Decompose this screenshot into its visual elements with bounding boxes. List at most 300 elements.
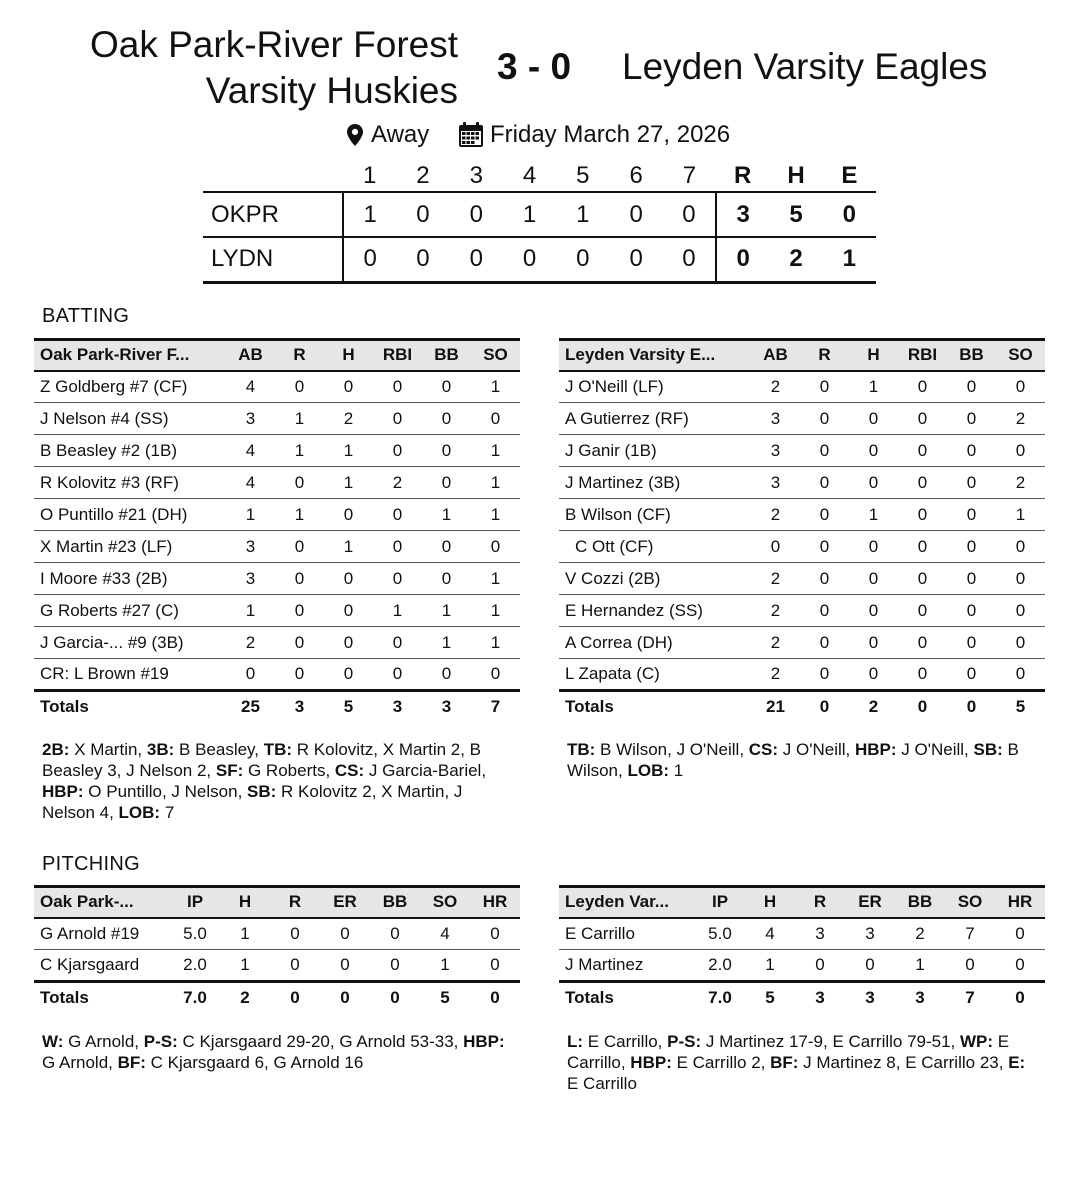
player-stat: 3: [770, 440, 781, 460]
player-stat: 0: [340, 955, 350, 974]
player-stat: 0: [490, 536, 501, 556]
inning-score: 0: [576, 245, 590, 273]
note-key: E:: [1008, 1053, 1026, 1072]
player-name: E Hernandez (SS): [565, 600, 703, 620]
player-stat: 0: [294, 664, 305, 683]
totals-stat: 0: [966, 697, 977, 717]
totals-stat: 25: [241, 697, 260, 717]
totals-stat: 5: [765, 988, 775, 1008]
player-stat: 0: [868, 408, 879, 428]
player-stat: 1: [294, 408, 305, 428]
batting-section-title: BATTING: [42, 305, 130, 327]
note-key: P-S:: [667, 1032, 702, 1051]
player-stat: 0: [917, 440, 928, 460]
player-stat: 1: [240, 955, 250, 974]
team-label-header: Leyden Var...: [565, 892, 669, 912]
note-value: B Beasley,: [174, 740, 264, 759]
player-stat: 0: [490, 923, 500, 943]
player-name: C Ott (CF): [575, 536, 654, 556]
note-value: G Arnold,: [42, 1053, 118, 1072]
totals-stat: 0: [290, 988, 300, 1008]
stat-column-header: ER: [333, 892, 357, 912]
player-stat: 7: [965, 923, 975, 943]
inning-score: 0: [469, 200, 483, 228]
inning-score: 0: [469, 245, 483, 273]
note-key: CS:: [334, 761, 365, 780]
note-key: BF:: [117, 1053, 146, 1072]
note-key: SB:: [247, 782, 277, 801]
player-stat: 0: [1015, 600, 1026, 620]
player-stat: 0: [1015, 536, 1026, 556]
note-key: LOB:: [118, 803, 161, 822]
inning-score: 0: [416, 245, 430, 273]
player-stat: 0: [868, 600, 879, 620]
linescore-row-home: [203, 192, 876, 237]
note-value: J O'Neill,: [778, 740, 855, 759]
player-row: [34, 435, 520, 467]
player-name: CR: L Brown #19: [40, 664, 169, 683]
player-stat: 2: [770, 568, 781, 588]
note-value: R Kolovitz, X Martin 2, B Beasley 3, J Nelson 2,: [42, 740, 482, 780]
player-stat: 1: [490, 376, 501, 396]
player-stat: 2: [392, 472, 403, 492]
player-stat: 0: [966, 376, 977, 396]
errors-header: E: [841, 161, 858, 189]
batting-notes-home: [42, 739, 512, 823]
team-label-header: Leyden Varsity E...: [565, 345, 716, 365]
player-stat: 0: [343, 664, 354, 683]
stat-column-header: BB: [959, 345, 984, 365]
stat-column-header: SO: [957, 892, 983, 912]
player-stat: 0: [819, 408, 830, 428]
player-stat: 0: [868, 568, 879, 588]
date-text: Friday March 27, 2026: [490, 121, 731, 148]
note-key: TB:: [567, 740, 596, 759]
player-stat: 1: [343, 536, 354, 556]
game-header: [0, 20, 1074, 115]
player-stat: 0: [392, 664, 403, 683]
totals-stat: 7: [490, 697, 501, 717]
player-stat: 0: [819, 600, 830, 620]
totals-stat: 3: [294, 697, 305, 717]
stat-column-header: IP: [186, 892, 204, 912]
player-stat: 5.0: [708, 923, 732, 943]
player-stat: 3: [865, 923, 875, 943]
inning-header: 1: [362, 161, 377, 189]
player-stat: 0: [868, 440, 879, 460]
totals-stat: 0: [340, 988, 350, 1008]
player-stat: 1: [490, 504, 501, 524]
player-stat: 0: [966, 504, 977, 524]
player-stat: 0: [917, 376, 928, 396]
note-value: E Carrillo 2,: [671, 1053, 771, 1072]
inning-header: 7: [682, 161, 697, 189]
note-key: LOB:: [627, 761, 670, 780]
note-value: G Arnold,: [63, 1032, 144, 1051]
note-value: 7: [160, 803, 175, 822]
player-stat: 1: [240, 923, 250, 943]
note-key: CS:: [748, 740, 779, 759]
player-stat: 0: [490, 664, 501, 683]
note-value: J O'Neill,: [896, 740, 974, 759]
pitching-section-title: PITCHING: [42, 853, 140, 875]
player-stat: 0: [917, 408, 928, 428]
errors-total: 1: [842, 245, 856, 273]
stat-column-header: IP: [711, 892, 729, 912]
player-row: [559, 371, 1045, 403]
note-value: E Carrillo: [567, 1074, 637, 1093]
inning-header: 3: [469, 161, 483, 189]
stat-column-header: RBI: [382, 345, 413, 365]
player-stat: 1: [868, 376, 879, 396]
player-stat: 0: [917, 664, 928, 683]
inning-header: 4: [522, 161, 537, 189]
note-key: W:: [42, 1032, 64, 1051]
linescore-team: LYDN: [211, 245, 274, 273]
linescore-row-away: [203, 237, 876, 282]
stat-column-header: SO: [1008, 345, 1033, 365]
note-key: HBP:: [855, 740, 897, 759]
player-row: [34, 371, 520, 403]
location-text: Away: [371, 121, 430, 148]
note-value: C Kjarsgaard 6, G Arnold 16: [145, 1053, 364, 1072]
errors-total: 0: [842, 200, 856, 228]
player-stat: 0: [966, 568, 977, 588]
player-stat: 1: [490, 632, 501, 652]
player-row: [34, 467, 520, 499]
totals-label: Totals: [565, 988, 614, 1008]
player-stat: 1: [1015, 504, 1026, 524]
player-row: [34, 531, 520, 563]
totals-stat: 3: [915, 988, 925, 1008]
player-stat: 0: [917, 472, 928, 492]
totals-stat: 2: [240, 988, 250, 1008]
inning-score: 1: [343, 192, 396, 237]
note-value: J Garcia-Bariel,: [364, 761, 487, 780]
player-stat: 0: [343, 632, 354, 652]
player-row: [34, 627, 520, 659]
player-name: J O'Neill (LF): [565, 376, 664, 396]
player-stat: 0: [1015, 376, 1026, 396]
player-row: [34, 918, 520, 950]
totals-stat: 2: [868, 697, 879, 717]
player-stat: 2: [770, 376, 781, 396]
player-stat: 0: [343, 568, 354, 588]
player-name: C Kjarsgaard: [40, 955, 140, 974]
player-name: R Kolovitz #3 (RF): [40, 472, 179, 492]
team-label-header: Oak Park-River F...: [40, 345, 190, 365]
game-date: [458, 118, 730, 152]
player-stat: 1: [440, 955, 450, 974]
player-stat: 0: [392, 632, 403, 652]
stat-column-header: SO: [483, 345, 508, 365]
player-name: I Moore #33 (2B): [40, 568, 168, 588]
player-stat: 0: [392, 440, 403, 460]
totals-row: [559, 691, 1045, 723]
player-name: X Martin #23 (LF): [40, 536, 173, 556]
inning-score: 0: [416, 200, 430, 228]
player-stat: 2.0: [183, 955, 207, 974]
player-stat: 2: [770, 632, 781, 652]
player-stat: 0: [819, 632, 830, 652]
player-stat: 0: [390, 955, 400, 974]
player-stat: 0: [868, 632, 879, 652]
linescore-header-row: [203, 160, 876, 192]
player-row: [559, 627, 1045, 659]
player-stat: 0: [1015, 632, 1026, 652]
totals-stat: 21: [766, 697, 785, 717]
linescore-table: [203, 160, 876, 284]
player-stat: 1: [915, 955, 925, 974]
inning-score: 0: [682, 245, 696, 273]
totals-stat: 3: [441, 697, 452, 717]
player-row: [559, 467, 1045, 499]
player-name: B Wilson (CF): [565, 504, 671, 524]
player-stat: 1: [343, 440, 354, 460]
totals-row: [34, 691, 520, 723]
stat-column-header: AB: [763, 345, 788, 365]
player-row: [559, 499, 1045, 531]
inning-score: 1: [576, 200, 590, 228]
player-stat: 4: [245, 376, 256, 396]
totals-stat: 5: [343, 697, 354, 717]
player-stat: 3: [770, 472, 781, 492]
player-stat: 2: [770, 600, 781, 620]
player-stat: 0: [245, 664, 256, 683]
note-value: J Martinez 17-9, E Carrillo 79-51,: [701, 1032, 961, 1051]
player-stat: 0: [917, 600, 928, 620]
player-stat: 0: [966, 600, 977, 620]
player-stat: 0: [1015, 664, 1026, 683]
player-name: E Carrillo: [565, 923, 635, 943]
player-stat: 0: [865, 955, 875, 974]
player-row: [559, 659, 1045, 691]
player-stat: 0: [819, 664, 830, 683]
runs-total: 0: [716, 237, 769, 282]
player-stat: 0: [294, 568, 305, 588]
totals-label: Totals: [40, 697, 89, 717]
note-value: O Puntillo, J Nelson,: [83, 782, 248, 801]
final-score: 3 - 0: [497, 46, 572, 87]
player-stat: 0: [868, 664, 879, 683]
player-name: O Puntillo #21 (DH): [40, 504, 188, 524]
player-stat: 0: [441, 568, 452, 588]
totals-stat: 0: [490, 988, 500, 1008]
note-key: TB:: [263, 740, 293, 759]
home-team-line2: Varsity Huskies: [205, 70, 458, 111]
stat-column-header: HR: [482, 892, 508, 912]
note-key: WP:: [960, 1032, 994, 1051]
note-key: P-S:: [143, 1032, 178, 1051]
player-stat: 0: [1015, 923, 1025, 943]
totals-stat: 5: [440, 988, 450, 1008]
inning-score: 0: [629, 200, 643, 228]
stat-column-header: H: [238, 892, 252, 912]
inning-header: 6: [629, 161, 643, 189]
game-info: [0, 118, 1074, 152]
note-value: E Carrillo,: [583, 1032, 668, 1051]
player-stat: 1: [441, 600, 452, 620]
totals-label: Totals: [40, 988, 89, 1008]
player-stat: 0: [819, 568, 830, 588]
hits-total: 5: [789, 200, 803, 228]
totals-label: Totals: [565, 697, 614, 717]
player-stat: 3: [770, 408, 781, 428]
map-pin-icon: [347, 124, 363, 146]
pitching-notes-home: [42, 1031, 512, 1073]
player-stat: 0: [966, 632, 977, 652]
player-stat: 0: [340, 923, 350, 943]
inning-score: 0: [343, 237, 396, 282]
stat-column-header: BB: [382, 892, 408, 912]
team-label-header: Oak Park-...: [40, 892, 134, 912]
player-stat: 2: [343, 408, 354, 428]
player-row: [559, 435, 1045, 467]
inning-score: 0: [682, 200, 696, 228]
player-stat: 0: [290, 955, 300, 974]
stat-column-header: R: [813, 892, 827, 912]
hits-header: H: [787, 161, 805, 189]
player-stat: 0: [294, 472, 305, 492]
totals-stat: 7: [965, 988, 975, 1008]
player-stat: 1: [294, 504, 305, 524]
player-stat: 4: [245, 440, 256, 460]
pitching-notes-away: [567, 1031, 1037, 1094]
player-stat: 0: [441, 408, 452, 428]
player-name: L Zapata (C): [565, 664, 660, 683]
player-stat: 0: [819, 504, 830, 524]
stat-column-header: R: [818, 345, 831, 365]
player-stat: 0: [966, 408, 977, 428]
player-stat: 2: [1015, 472, 1026, 492]
player-name: A Gutierrez (RF): [565, 408, 689, 428]
player-name: B Beasley #2 (1B): [40, 440, 178, 460]
player-stat: 1: [765, 955, 775, 974]
stat-header-row: [559, 340, 1045, 371]
player-stat: 1: [294, 440, 305, 460]
player-stat: 0: [441, 664, 452, 683]
totals-row: [34, 982, 520, 1014]
stat-header-row: [34, 340, 520, 371]
player-stat: 1: [245, 600, 256, 620]
linescore-team-header: [203, 160, 343, 192]
player-row: [34, 563, 520, 595]
player-stat: 0: [1015, 955, 1025, 974]
player-stat: 0: [392, 568, 403, 588]
player-stat: 0: [868, 536, 879, 556]
player-name: J Martinez: [565, 955, 644, 974]
away-team-name: Leyden Varsity Eagles: [622, 46, 988, 87]
stat-header-row: [34, 887, 520, 918]
player-stat: 1: [343, 472, 354, 492]
totals-stat: 5: [1015, 697, 1026, 717]
player-stat: 0: [966, 664, 977, 683]
note-key: SB:: [973, 740, 1003, 759]
player-row: [559, 403, 1045, 435]
player-stat: 0: [917, 632, 928, 652]
player-stat: 0: [490, 955, 500, 974]
player-stat: 3: [245, 408, 256, 428]
batting-table-home: [34, 338, 520, 723]
player-row: [34, 595, 520, 627]
note-key: HBP:: [463, 1032, 505, 1051]
totals-stat: 0: [917, 697, 928, 717]
player-stat: 2: [770, 504, 781, 524]
note-key: SF:: [215, 761, 244, 780]
player-stat: 1: [245, 504, 256, 524]
player-stat: 0: [441, 376, 452, 396]
stat-column-header: H: [867, 345, 880, 365]
note-value: B Wilson,: [567, 740, 1019, 780]
note-value: C Kjarsgaard 29-20, G Arnold 53-33,: [177, 1032, 464, 1051]
stat-header-row: [559, 887, 1045, 918]
note-key: L:: [567, 1032, 584, 1051]
totals-stat: 7.0: [708, 988, 732, 1008]
player-stat: 0: [392, 408, 403, 428]
totals-stat: 0: [1015, 988, 1025, 1008]
player-stat: 0: [815, 955, 825, 974]
player-stat: 2: [770, 664, 781, 683]
player-name: V Cozzi (2B): [565, 568, 661, 588]
player-stat: 0: [294, 632, 305, 652]
player-stat: 0: [819, 440, 830, 460]
note-value: R Kolovitz 2, X Martin, J Nelson 4,: [42, 782, 463, 822]
player-stat: 0: [819, 472, 830, 492]
player-stat: 0: [1015, 568, 1026, 588]
stat-column-header: HR: [1007, 892, 1033, 912]
player-stat: 0: [392, 376, 403, 396]
player-stat: 3: [245, 536, 256, 556]
player-stat: 0: [441, 536, 452, 556]
player-name: Z Goldberg #7 (CF): [40, 376, 188, 396]
player-row: [559, 918, 1045, 950]
note-value: X Martin,: [69, 740, 147, 759]
inning-score: 0: [629, 245, 643, 273]
hits-total: 2: [789, 245, 803, 273]
player-stat: 4: [765, 923, 775, 943]
totals-stat: 0: [819, 697, 830, 717]
player-stat: 1: [490, 472, 501, 492]
player-stat: 0: [1015, 440, 1026, 460]
player-stat: 1: [392, 600, 403, 620]
player-stat: 0: [392, 536, 403, 556]
player-stat: 0: [917, 568, 928, 588]
player-stat: 0: [343, 504, 354, 524]
inning-score: 0: [522, 245, 537, 273]
player-name: J Nelson #4 (SS): [40, 408, 169, 428]
player-stat: 1: [441, 504, 452, 524]
stat-column-header: BB: [907, 892, 933, 912]
player-stat: 0: [294, 376, 305, 396]
stat-column-header: RBI: [907, 345, 938, 365]
player-stat: 4: [245, 472, 256, 492]
player-stat: 0: [392, 504, 403, 524]
note-key: 2B:: [42, 740, 70, 759]
player-stat: 1: [490, 600, 501, 620]
player-stat: 3: [815, 923, 825, 943]
player-name: G Roberts #27 (C): [40, 600, 179, 620]
player-stat: 0: [490, 408, 501, 428]
player-row: [559, 950, 1045, 982]
note-value: G Roberts,: [243, 761, 335, 780]
player-stat: 0: [966, 472, 977, 492]
totals-stat: 3: [815, 988, 825, 1008]
player-name: J Ganir (1B): [565, 440, 657, 460]
player-stat: 1: [868, 504, 879, 524]
stat-column-header: AB: [238, 345, 263, 365]
note-value: 1: [669, 761, 684, 780]
runs-total: 3: [716, 192, 769, 237]
